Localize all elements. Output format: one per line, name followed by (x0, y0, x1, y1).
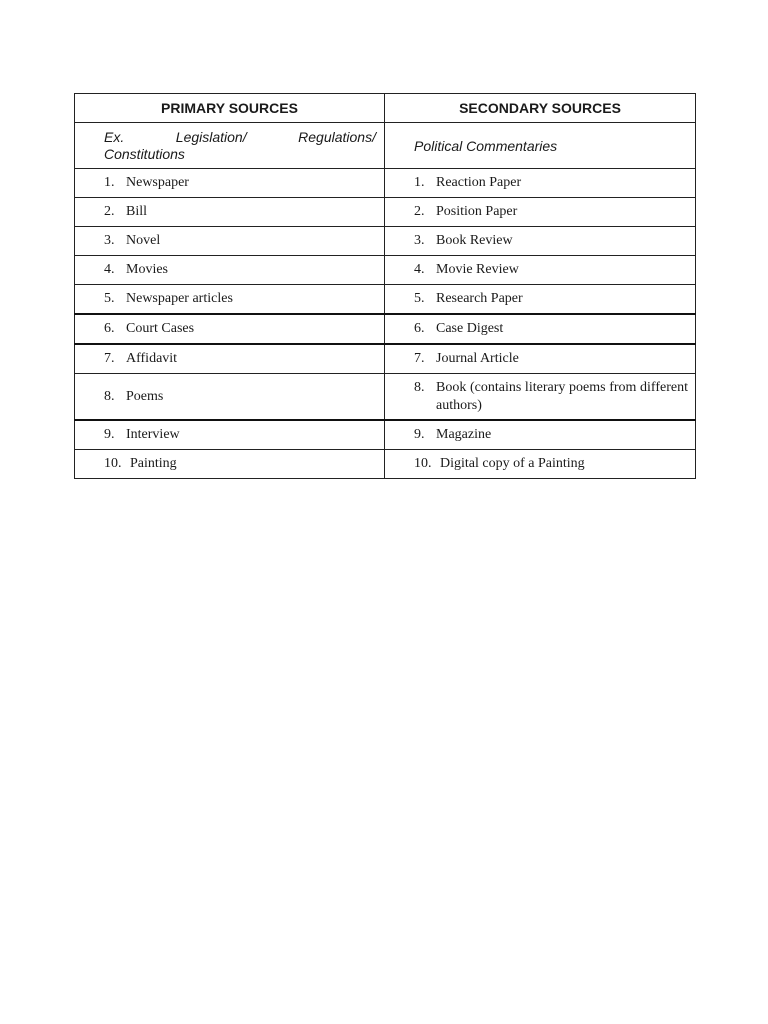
secondary-item-cell (385, 198, 696, 227)
primary-item-text: Affidavit (126, 351, 178, 366)
primary-example-cell (75, 123, 385, 169)
item-number: 7. (414, 351, 425, 366)
primary-item-cell (75, 198, 385, 227)
secondary-item-cell (385, 256, 696, 285)
item-number: 8. (414, 379, 425, 395)
example-prefix: Ex. (104, 128, 125, 145)
primary-item-cell (75, 344, 385, 374)
primary-item-cell (75, 169, 385, 198)
secondary-item-cell (385, 374, 696, 421)
item-number: 10. (414, 456, 432, 471)
primary-item-cell (75, 256, 385, 285)
secondary-item-text: Journal Article (436, 351, 519, 366)
secondary-item-text: Position Paper (436, 204, 518, 219)
table-row (75, 227, 696, 256)
secondary-item-text: Reaction Paper (436, 175, 522, 190)
primary-item-cell (75, 450, 385, 479)
primary-item-text: Interview (126, 427, 180, 442)
secondary-item-text: Case Digest (436, 321, 504, 336)
secondary-item-text: Book (contains literary poems from different authors) (436, 379, 688, 413)
table-row (75, 374, 696, 421)
table-row (75, 256, 696, 285)
primary-item-text: Newspaper articles (126, 291, 233, 306)
item-number: 2. (104, 204, 115, 219)
primary-item-text: Court Cases (126, 321, 195, 336)
table-row (75, 450, 696, 479)
primary-item-cell (75, 285, 385, 315)
example-legislation: Legislation/ (175, 128, 247, 145)
item-number: 7. (104, 351, 115, 366)
primary-item-text: Movies (126, 262, 168, 277)
secondary-example-cell (385, 123, 696, 169)
table-row (75, 285, 696, 315)
item-number: 1. (414, 175, 425, 190)
example-constitutions: Constitutions (104, 145, 185, 162)
secondary-item-cell (385, 420, 696, 450)
primary-item-cell (75, 314, 385, 344)
secondary-item-cell (385, 314, 696, 344)
item-number: 10. (104, 456, 122, 471)
item-number: 9. (104, 427, 115, 442)
table-row (75, 420, 696, 450)
secondary-item-text: Research Paper (436, 291, 523, 306)
primary-item-text: Bill (126, 204, 148, 219)
secondary-sources-header: SECONDARY SOURCES (385, 94, 696, 123)
primary-sources-header: PRIMARY SOURCES (75, 94, 385, 123)
item-number: 9. (414, 427, 425, 442)
secondary-item-cell (385, 344, 696, 374)
table-row (75, 198, 696, 227)
item-number: 4. (414, 262, 425, 277)
example-regulations: Regulations/ (298, 128, 376, 145)
item-number: 5. (414, 291, 425, 306)
primary-item-text: Painting (130, 456, 177, 471)
secondary-item-cell (385, 285, 696, 315)
secondary-item-cell (385, 227, 696, 256)
table-row (75, 314, 696, 344)
item-number: 6. (414, 321, 425, 336)
secondary-item-text: Movie Review (436, 262, 519, 277)
secondary-item-text: Magazine (436, 427, 492, 442)
table-row (75, 169, 696, 198)
item-number: 5. (104, 291, 115, 306)
item-number: 8. (104, 388, 115, 404)
item-number: 2. (414, 204, 425, 219)
secondary-item-cell (385, 169, 696, 198)
primary-item-cell (75, 374, 385, 421)
table-row (75, 344, 696, 374)
primary-item-cell (75, 227, 385, 256)
item-number: 3. (104, 233, 115, 248)
primary-item-text: Novel (126, 233, 161, 248)
item-number: 1. (104, 175, 115, 190)
secondary-item-text: Book Review (436, 233, 513, 248)
table-header-row (75, 94, 696, 123)
primary-item-text: Newspaper (126, 175, 189, 190)
sources-table (74, 93, 696, 479)
secondary-item-cell (385, 450, 696, 479)
item-number: 4. (104, 262, 115, 277)
primary-item-cell (75, 420, 385, 450)
item-number: 3. (414, 233, 425, 248)
primary-item-text: Poems (126, 388, 164, 404)
example-row (75, 123, 696, 169)
example-political-commentaries: Political Commentaries (414, 137, 558, 154)
secondary-item-text: Digital copy of a Painting (440, 456, 585, 471)
item-number: 6. (104, 321, 115, 336)
